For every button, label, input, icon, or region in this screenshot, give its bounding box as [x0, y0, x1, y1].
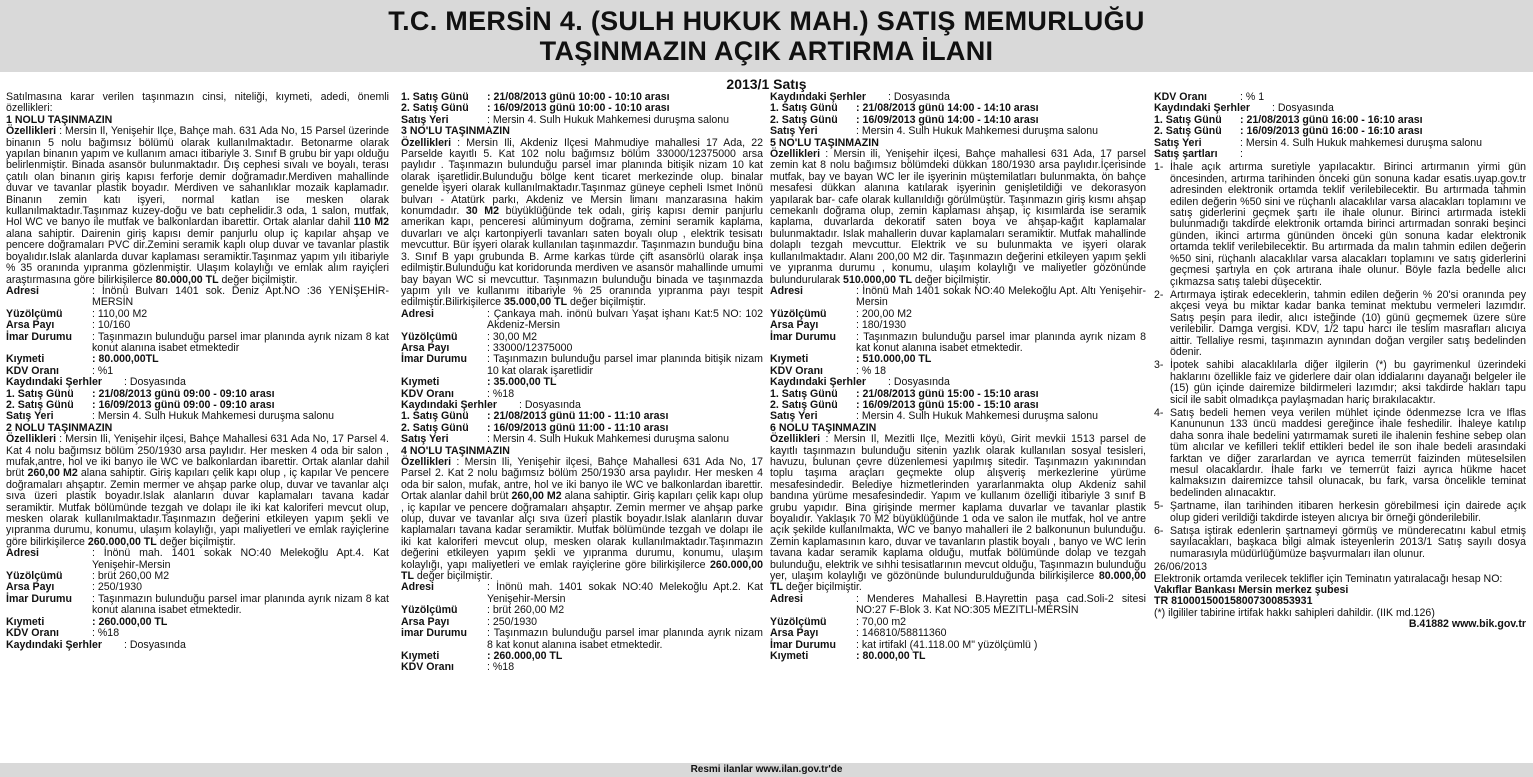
label: Satış Yeri [1154, 136, 1202, 149]
text: alana sahiptir. Giriş kapıları çelik kapı olup , iç kapılar ve pencere doğramaları ahşaptır. Zemin mermer ve ahşap parke olup, duvar ve tavanlar alçı sıva üzeri plastik boyadır.Islak alanların duvar kaplamaları tavana kadar seramiktir. Mutfak bölümünde tezgah ve dolapı ile iki kat kaloriferi mevcut olup, mesken olarak kullanılmaktadır.Taşınmazın değerini etkileyen yapım şekli ve yıpranma durumu, konumu, ulaşım kolaylığı, yapı maliyetleri ve emlak rayiçlerine göre bilirkişilerce [401, 490, 763, 571]
label: Satış Yeri [401, 433, 449, 446]
value: : 180/1930 [856, 319, 907, 332]
column-4 [1154, 92, 1526, 631]
value: : Taşınmazın bulunduğu parsel imar planında ayrık nizam 8 kat konut alanına isabet etmektedir. [856, 330, 1146, 354]
value: : Taşınmazın bulunduğu parsel imar planında bitişik nizam 10 kat olarak işaretlidir [487, 353, 763, 377]
value: : Dosyasında [1272, 102, 1334, 115]
value: : Dosyasında [519, 398, 581, 411]
text: : Mersin Ili, Akdeniz Ilçesi Mahmudiye mahallesi 17 Ada, 22 Parselde kayıtlı 5. Kat 102 nolu bağımsız bölüm 33000/12375000 arsa paylıdır . Taşınmazın bulunduğu parsel imar planında bitişik nizam 10 kat olarak işaretlidir.Bulunduğu bölge kent ticaret merkezinde olup. binalar genelde işyeri olarak kullanılmaktadır.Taşınmaz güneye cepheli Ismet Inönü bulvarı - Atatürk parkı, Akdeniz ve Mersin limanı manzarasına hakim konumdadır. [401, 136, 763, 218]
value: : 35.000,00 TL [487, 376, 557, 389]
sale-terms-heading [1154, 149, 1526, 160]
column-1 [6, 92, 389, 651]
label: Kaydındaki Şerhler [6, 638, 102, 651]
label: Yüzölçümü [6, 570, 63, 583]
value: : 33000/12375000 [487, 341, 573, 354]
label: Satış şartları [1154, 148, 1218, 161]
label: KDV Oranı [1154, 92, 1207, 103]
property-2-address [6, 548, 389, 571]
value: : %18 [487, 661, 515, 674]
value: : 80.000,00TL [92, 353, 159, 366]
property-2-title: 2 NOLU TAŞINMAZIN [6, 421, 113, 434]
property-5-notes [770, 377, 1146, 388]
value: : 16/09/2013 günü 15:00 - 15:10 arası [856, 398, 1039, 411]
value: : kat irtifakl (41.118.00 M" yüzölçümlü ) [856, 638, 1038, 651]
label: Kaydındaki Şerhler [6, 376, 102, 389]
property-3-area [401, 332, 763, 343]
label: 1. Satış Günü [770, 102, 838, 115]
intro-text: Satılmasına karar verilen taşınmazın cinsi, niteliği, kıymeti, adedi, önemli özellikleri: [6, 92, 389, 115]
label: Yüzölçümü [401, 330, 458, 343]
text: değer biçilmiştir. [570, 296, 646, 309]
item-text: Şartname, ilan tarihinden itibaren herkesin görebilmesi için dairede açık olup gideri verildiği takdirde isteyen alıcıya bir örneği gönderilebilir. [1170, 500, 1526, 524]
label: Kaydındaki Şerhler [770, 376, 866, 389]
property-1-notes [6, 377, 389, 388]
sale-terms-list [1154, 162, 1526, 560]
property-3-zoning [401, 354, 763, 377]
value: : 16/09/2013 günü 14:00 - 14:10 arası [856, 113, 1039, 126]
sale-term-item [1154, 501, 1526, 524]
value: : % 1 [1240, 92, 1265, 103]
label: Kıymeti [401, 649, 440, 662]
value: : Dosyasında [124, 638, 186, 651]
label: imar Durumu [401, 627, 467, 640]
value: : %18 [487, 387, 515, 400]
property-4-value [401, 651, 763, 662]
text: : Mersin Ili, Yenişehir ilçesi, Bahçe Mahallesi 631 Ada No, 17 Parsel 4. Kat 4 nolu bağımsız bölüm 250/1930 arsa paylıdır. Her mesken 4 oda bir salon , mufak,antre, hol ve iki banyo ile WC ve balkonlardan ibarettir. Ortak alanlar dahil brüt [6, 433, 389, 480]
value: : %18 [92, 627, 120, 640]
property-4-title: 4 NO'LU TAŞINMAZIN [401, 444, 510, 457]
value: : 16/09/2013 günü 10:00 - 10:10 arası [487, 102, 670, 115]
text: : Mersin Il, Yenişehir Ilçe, Bahçe mah. 631 Ada No, 15 Parsel üzerinde binanın 5 nolu bağımsız bölümü olarak kullanılmaktadır. Betonarme olarak yapılan binanın yapım ve kullanım amacı itibariyle 3. Sınıf B grubu bir yapı olduğu belirlenmiştir. Binada asansör bulunmaktadır. Dış cephesi sıvalı ve boyalı, terası çatılı olan binanın giriş kapısı ferforje demir doğramadır.Merdiven mahallinde duvar ve tavanlar plastik boyadır. Merdiven ve sahanlıklar mozaik kaplamadır. Binanın zemin katı işyeri, normal katlan ise mesken olarak kullanılmaktadır.Taşınmaz kuzey-doğu ve batı cephelidir.3 oda, 1 salon, mutfak, Hol WC ve banyo ile mutfak ve balkonlardan ibarettir. Ortak alanlar dahil [6, 125, 389, 229]
property-1-title: 1 NOLU TAŞINMAZIN [6, 113, 113, 126]
value: : 510.000,00 TL [856, 353, 932, 366]
label: Yüzölçümü [770, 307, 827, 320]
sale-term-item [1154, 526, 1526, 560]
value: : 16/09/2013 günü 09:00 - 09:10 arası [92, 398, 275, 411]
property-2-features [6, 434, 389, 548]
property-5-address [770, 286, 1146, 309]
property-4-address [401, 582, 763, 605]
label: Arsa Payı [770, 627, 819, 640]
label: Yüzölçümü [401, 604, 458, 617]
label: Adresi [6, 547, 39, 560]
value: : 250/1930 [487, 615, 538, 628]
property-3-title: 3 NO'LU TAŞINMAZIN [401, 125, 510, 138]
property-5-zoning [770, 332, 1146, 355]
area: 260,00 M2 [27, 467, 78, 480]
item-number: 2- [1154, 288, 1164, 301]
value: 80.000,00 TL [770, 570, 1146, 594]
value: : Taşınmazın bulunduğu parsel imar planında ayrık nizam 8 kat konut alanına isabet etmektedir. [487, 627, 763, 651]
footer-text: Resmi ilanlar www.ilan.gov.tr'de [690, 764, 843, 775]
item-number: 6- [1154, 525, 1164, 538]
label: Özellikleri [401, 136, 452, 149]
value: : Mersin 4. Sulh Hukuk Mahkemesi duruşma salonu [92, 410, 334, 423]
bank-name: Vakıflar Bankası Mersin merkez şubesi [1154, 584, 1349, 597]
label: Arsa Payı [6, 581, 55, 594]
value: : 80.000,00 TL [856, 649, 926, 662]
label: İmar Durumu [770, 330, 836, 343]
property-4-zoning [401, 628, 763, 651]
value: : 21/08/2013 günü 09:00 - 09:10 arası [92, 387, 275, 400]
property-4-features [401, 457, 763, 582]
value: : 21/08/2013 günü 10:00 - 10:10 arası [487, 92, 670, 103]
value: : Dosyasında [124, 376, 186, 389]
label: 2. Satış Günü [1154, 125, 1222, 138]
text: : Mersin ili, Yenişehir ilçesi, Bahçe mahallesi 631 Ada, 17 parsel zemin kat 8 nolu bağımsız bölümdeki dükkan 180/1930 arsa paylıdır.İçerisinde mutfak, bay ve bayan WC ler ile işyerinin müştemilatları bulunmakta, ön bahçe mesafesi dükkan alanına katılarak işyerinin genişletildiği ve dekorasyon yapılarak bar- cafe olarak kullanıldığı görülmüştür. Taşınmazın giriş kısmı ahşap cemekanlı doğrama olup, zemin kaplaması ahşap, iç kısımlarda ise seramik kaplama, duvarlarda dekoratif saten boya ve ahşap-kağıt kaplamalar bulunmaktadır. Islak mahallerin duvar kaplamaları seramiktir. Mutfak mahallinde dolaplı tezgah mevcuttur. Elektrik ve su bulunmakta ve işyeri olarak kullanılmaktadır. Alanı 200,00 M2 dir. Taşınmazın değerini etkileyen yapım şekli ve yıpranma durumu , konumu, ulaşım kolaylığı ve maliyetler gözönünde bulundurularak [770, 148, 1146, 286]
property-5-area [770, 309, 1146, 320]
value: : Menderes Mahallesi B.Hayrettin paşa cad.Soli-2 sitesi NO:27 F-Blok 3. Kat NO:305 MEZITLI-MERSİN [856, 592, 1146, 617]
label: Kıymeti [6, 353, 45, 366]
label: Yüzölçümü [770, 615, 827, 628]
label: İmar Durumu [6, 330, 72, 343]
label: 2. Satış Günü [770, 113, 838, 126]
label: 2. Satış Günü [770, 398, 838, 411]
label: 2. Satış Günü [401, 102, 469, 115]
item-number: 3- [1154, 359, 1164, 372]
label: Kaydındaki Şerhler [1154, 102, 1250, 115]
announcement-date: 26/06/2013 [1154, 561, 1208, 574]
item-number: 5- [1154, 500, 1164, 513]
label: KDV Oranı [6, 627, 59, 640]
sale-number: 2013/1 Satış [726, 76, 807, 92]
label: Satış Yeri [401, 113, 449, 126]
label: KDV Oranı [770, 364, 823, 377]
label: 2. Satış Günü [401, 421, 469, 434]
label: Kaydındaki Şerhler [770, 92, 866, 103]
item-text: İhale açık artırma suretiyle yapılacaktır. Birinci artırmanın yirmi gün öncesinden, artırma tarihinden önceki gün sonuna kadar esatis.uyap.gov.tr adresinden elektronik ortamda teklif verilebilecektir. Bu artırmada tahmin edilen değerin %50 sini ve rüçhanlı alacaklılar varsa alacakları toplamını ve satış giderlerini geçmek şartı ile ihale olunur. Birinci artırmada istekli bulunmadığı takdirde elektronik ortamda birinci artırmadan sonraki beşinci günden, ikinci artırma gününden önceki gün sonuna kadar elektronik ortamda teklif verilebilecektir. Bu artırmada da malın tahmin edilen değerin %50 sini, rüçhanlı alacaklılar varsa alacakları toplamını ve satış giderlerini geçmesi şartıyla en çok artırana ihale olunur. Böyle fazla bedelle alıcı çıkmazsa satış talebi düşecektir. [1170, 161, 1526, 288]
property-3-sale-place [401, 434, 763, 445]
footer-band [0, 763, 1533, 777]
label: KDV Oranı [401, 387, 454, 400]
value: : brüt 260,00 M2 [487, 604, 565, 617]
property-2-zoning [6, 594, 389, 617]
value: : % 18 [856, 364, 887, 377]
value: : 260.000,00 TL [92, 615, 168, 628]
text: büyüklüğünde tek odalı, giriş kapısı demir panjurlu amerikan kapı, penceresi alüminyum doğrama, zemini seramik kaplama, duvarları ve alçı kartonpiyerli tavanları saten boyalı olup , elektrik tesisatı mevcuttur. Bür işyeri olarak kullanılan taşınmazdır. Taşınmazın bunduğu bina 3. Sınıf B yapı grubunda B. Arme karkas türde çift asansörlü olarak inşa edilmiştir.Bulunduğu kat koridorunda merdiven ve asansör mahallinde umumi bay bayan WC si mevcuttur. Taşınmazın bulunduğu binada ve taşınmazda yapım yılı ve kullanımı itibariyle % 25 oranında yıpranma payı tespit edilmiştir.Bilirkişilerce [401, 205, 763, 309]
property-5-features [770, 149, 1146, 286]
label: Satış Yeri [770, 410, 818, 423]
value: 35.000,00 TL [504, 296, 568, 309]
label: Kıymeti [770, 353, 809, 366]
label: İmar Durumu [6, 592, 72, 605]
value: : Dosyasında [888, 376, 950, 389]
value: : Dosyasında [888, 92, 950, 103]
label: KDV Oranı [401, 661, 454, 674]
text: değer biçilmiştir. [416, 570, 493, 583]
value: : 16/09/2013 günü 11:00 - 11:10 arası [487, 421, 669, 434]
property-1-address [6, 286, 389, 309]
value: : 30,00 M2 [487, 330, 538, 343]
value: : Taşınmazın bulunduğu parsel imar planında ayrık nizam 8 kat konut alanına isabet etmektedir [92, 330, 389, 354]
value: : 200,00 M2 [856, 307, 912, 320]
label: KDV Oranı [6, 364, 59, 377]
value: : 146810/58811360 [856, 627, 947, 640]
value: : İnönü mah. 1401 sokak NO:40 Melekoğlu Apt.4. Kat Yenişehir-Mersin [92, 547, 389, 571]
label: Kıymeti [770, 649, 809, 662]
value: : 21/08/2013 günü 14:00 - 14:10 arası [856, 102, 1039, 115]
value: : 110,00 M2 [92, 307, 148, 320]
label: Özellikleri [770, 433, 821, 446]
label: Özellikleri [770, 148, 821, 161]
value: 260.000,00 TL [401, 558, 763, 583]
label: Özellikleri [6, 433, 57, 446]
label: 1. Satış Günü [401, 92, 469, 103]
property-1-area [6, 309, 389, 320]
label: Adresi [770, 284, 803, 297]
property-2-value [6, 617, 389, 628]
item-text: Artırmaya iştirak edeceklerin, tahmin edilen değerin % 20'si oranında pey akçesi veya bu miktar kadar banka teminat mektubu vermeleri lazımdır. Satış peşin para iledir, alıcı isteğinde (10) günü geçmemek üzere süre verilebilir. Damga vergisi. KDV, 1/2 tapu harcı ile teslim masrafları alıcıya aittir. Tellaliye resmi, taşınmazın aynından doğan vergiler satış bedelinden ödenir. [1170, 288, 1526, 358]
reference-code: B.41882 www.bik.gov.tr [1408, 618, 1526, 631]
property-4-vat [401, 662, 763, 673]
property-6-sale-day-2 [1154, 126, 1526, 137]
label: 1. Satış Günü [1154, 113, 1222, 126]
label: Özellikleri [401, 456, 452, 468]
label: İmar Durumu [770, 638, 836, 651]
value: : Mersin 4. Sulh Hukuk Mahkemesi duruşma salonu [487, 113, 729, 126]
property-6-value [770, 651, 1146, 662]
footnote: (*) ilgililer tabirine irtifak hakkı sahipleri dahildir. (IIK md.126) [1154, 606, 1435, 619]
value: 510.000,00 TL [843, 273, 912, 286]
property-1-zoning [6, 332, 389, 355]
item-text: Satış bedeli hemen veya verilen mühlet içinde ödenmezse Icra ve Iflas Kanununun 133 üncü maddesi gereğince ihale feshedilir. İhaleye katılıp daha sonra ihale bedelini yatırmamak sureti ile ihalenin feshine sebep olan tüm alıcılar ve kefilleri teklif ettikleri bedel ile son ihale bedeli arasındaki farktan ve diğer zararlardan ve ayrıca temerrüt faizinden müteselsilen mesul olacaklardır. İhale farkı ve temerrüt faizi ayrıca hükme hacet kalmaksızın dairemizce tahsil olunacak, bu fark, varsa öncelikle teminat bedelinden alınacaktır. [1170, 406, 1526, 499]
text: alana sahiptir. Giriş kapıları çelik kapı olup , iç kapılar Ve pencere doğramaları ahşaptır. Zemin mermer ve ahşap parke olup, duvar ve tavanlar alçı sıva üzeri plastik boyadır.Islak alanların duvar kaplamaları tavana kadar seramiktir. Mutfak bölümünde tezgah ve dolapı ile iki kat kaloriferi mevcut olup, mesken olarak kullanılmaktadır.Taşınmazın değerini etkileyen yapım şekli ve yıpranma durumu, konumu, ulaşım kolaylığı, yapı maliyetleri ve emlak rayiçlerine göre bilirkişilerce [6, 467, 389, 548]
sale-term-item [1154, 360, 1526, 406]
value: : 21/08/2013 günü 15:00 - 15:10 arası [856, 387, 1039, 400]
value: : 70,00 m2 [856, 615, 907, 628]
label: Kıymeti [6, 615, 45, 628]
value: : Mersin 4. Sulh Hukuk mahkemesi duruşma salonu [1240, 136, 1482, 149]
label: Yüzölçümü [6, 307, 63, 320]
text: alana sahiptir. Dairenin giriş kapısı demir panjurlu olup iç kapılar ahşap ve pencere doğramaları PVC dir.Zemini seramik kaplı olup duvar ve tavanlar plastik boyalıdır.Islak alanlarda duvar kaplaması seramiktir.Taşınmaz yapım yılı itibariyle % 35 oranında yıpranma gözlenmiştir. Ulaşım kolaylığı ve emlak alım rayiçleri araştırmasına göre bilirkişilerce [6, 227, 389, 286]
value: : Mersin 4. Sulh Hukuk Mahkemesi duruşma salonu [487, 433, 729, 446]
text: değer biçilmiştir. [914, 273, 991, 286]
value: : 10/160 [92, 319, 131, 332]
property-6-area [770, 617, 1146, 628]
label: Kaydındaki Şerhler [401, 398, 497, 411]
label: Adresi [6, 284, 39, 297]
property-6-share [770, 628, 1146, 639]
text: değer biçilmiştir. [785, 581, 862, 594]
electronic-bid-note: Elektronik ortamda verilecek teklifler için Teminatın yatıralacağı hesap NO: [1154, 572, 1503, 585]
sale-term-item [1154, 408, 1526, 499]
text: değer biçilmiştir. [221, 273, 298, 286]
value: : [1240, 148, 1243, 161]
value: : İnönü mah. 1401 sokak NO:40 Melekoğlu Apt.2. Kat Yenişehir-Mersin [487, 581, 763, 605]
value: : Taşınmazın bulunduğu parsel imar planında ayrık nizam 8 kat konut alanına isabet etmektedir. [92, 592, 389, 617]
label: Özellikleri [6, 125, 57, 138]
property-2-notes [6, 640, 389, 651]
label: Satış Yeri [6, 410, 54, 423]
iban: TR 810001500158007300853931 [1154, 595, 1313, 608]
label: Adresi [770, 592, 803, 605]
header-band [0, 0, 1533, 72]
property-2-area [6, 571, 389, 582]
value: : %1 [92, 364, 114, 377]
label: Kıymeti [401, 376, 440, 389]
property-4-sale-place [770, 126, 1146, 137]
sale-term-item [1154, 162, 1526, 287]
area: 260,00 M2 [511, 490, 562, 503]
text: : Mersin Ili, Yenişehir ilçesi, Bahçe Mahallesi 631 Ada No, 17 Parsel 2. Kat 2 nolu bağımsız bölüm 250/1930 arsa paylıdır. Her mesken 4 oda bir salon, mufak, antre, hol ve iki banyo ile WC ve balkonlardan ibarettir. Ortak alanlar dahil brüt [401, 456, 763, 503]
value: : 260.000,00 TL [487, 649, 563, 662]
value: : Mersin 4. Sulh Hukuk Mahkemesi duruşma salonu [856, 125, 1098, 138]
label: Arsa Payı [770, 319, 819, 332]
property-1-features [6, 126, 389, 286]
value: : İnönü Bulvarı 1401 sok. Deniz Apt.NO :36 YENİŞEHİR-MERSİN [92, 284, 389, 309]
column-2 [401, 92, 763, 674]
property-6-zoning [770, 640, 1146, 651]
value: : 250/1930 [92, 581, 143, 594]
property-6-address [770, 594, 1146, 617]
property-1-share [6, 320, 389, 331]
property-6-title: 6 NOLU TAŞINMAZIN [770, 421, 877, 434]
property-5-share [770, 320, 1146, 331]
value: : Çankaya mah. inönü bulvarı Yaşat işhanı Kat:5 NO: 102 Akdeniz-Mersin [487, 307, 763, 332]
property-6-features [770, 434, 1146, 594]
text: değer biçilmiştir. [159, 535, 236, 548]
area: 110 M2 [353, 216, 389, 229]
text: : Mersin Il, Mezitli Ilçe, Mezitli köyü, Girit mevkii 1513 parsel de kayıtlı taşınmazın bulunduğu sitenin yazlık olarak kullanılan sosyal tesisleri, havuzu, bulunan çevre düzenlemesi yapılmış sitedir. Taşınmazın yakınından toplu taşıma araçları geçmekte olup alışveriş merkezlerine yürüme mesafesindedir. Belediye hizmetlerinden yararlanmakta olup Akdeniz sahil bandına yürüme mesafesindedir. Yapım ve kullanım özelliği itibariyle 3 sınıf B grubu yapıdır. Bina girişinde mermer kaplama duvarlar ve tavanlar plastik boyalıdır. Yaklaşık 70 M2 büyüklüğünde 1 oda ve salon ile mutfak, hol ve antre açık şekilde kullanılmakta, WC ve banyo mahalleri ile 2 balkonunun bulunduğu. Zemin kaplamasının karo, duvar ve tavanların plastik boyalı , banyo ve WC lerin tavana kadar seramik kaplama olduğu, mutfak bölümünde dolap ve tezgah bulunduğu, elektrik ve sıhhi tesisatlarının mevcut olduğu, Taşınmazın bulunduğu yer, ulaşım kolaylığı ve gözönünde bulundurulduğunda bilirkişilerce [770, 433, 1146, 583]
property-1-value [6, 354, 389, 365]
label: 1. Satış Günü [770, 387, 838, 400]
value: : İnönü Mah 1401 sokak NO:40 Melekoğlu Apt. Altı Yenişehir-Mersin [856, 284, 1146, 309]
label: 2. Satış Günü [6, 398, 74, 411]
value: : Mersin 4. Sulh Hukuk Mahkemesi duruşma salonu [856, 410, 1098, 423]
property-5-value [770, 354, 1146, 365]
value: : 16/09/2013 günü 16:00 - 16:10 arası [1240, 125, 1423, 138]
label: İmar Durumu [401, 353, 467, 366]
item-number: 1- [1154, 161, 1164, 174]
title-line-1: T.C. MERSİN 4. (SULH HUKUK MAH.) SATIŞ MEMURLUĞU [388, 6, 1145, 36]
label: Adresi [401, 307, 434, 320]
value: : 21/08/2013 günü 16:00 - 16:10 arası [1240, 113, 1423, 126]
property-3-features [401, 138, 763, 309]
item-text: İpotek sahibi alacaklılarla diğer ilgilerin (*) bu gayrimenkul üzerindeki haklarını özellikle faiz ve giderlere dair olan iddialarını dayanağı belgeler ile (15) gün içinde dairemize bildirmeleri lazımdır; aksi takdirde hakları tapu sicil ile sabit olmadıkça paylaşmadan hariç bırakılacaktır. [1170, 359, 1526, 406]
property-5-title: 5 NO'LU TAŞINMAZIN [770, 136, 879, 149]
value: 260.000,00 TL [87, 535, 157, 548]
label: Adresi [401, 581, 434, 594]
label: 1. Satış Günü [6, 387, 74, 400]
item-text: Satışa iştirak edenlerin şartnameyi görmüş ve münderecatını kabul etmiş sayılacakları, başkaca bilgi almak isteyenlerin 2013/1 Satış sayılı dosya numarasıyla müdürlüğümüze başvurmaları ilan olunur. [1170, 525, 1526, 560]
label: Arsa Payı [401, 341, 450, 354]
property-2-vat [6, 628, 389, 639]
label: Arsa Payı [401, 615, 450, 628]
property-4-area [401, 605, 763, 616]
column-3 [770, 92, 1146, 662]
property-3-address [401, 309, 763, 332]
value: 80.000,00 TL [155, 273, 219, 286]
label: Arsa Payı [6, 319, 55, 332]
label: Satış Yeri [770, 125, 818, 138]
sale-term-item [1154, 290, 1526, 358]
property-3-value [401, 377, 763, 388]
value: : brüt 260,00 M2 [92, 570, 170, 583]
title-line-2: TAŞINMAZIN AÇIK ARTIRMA İLANI [539, 36, 994, 66]
area: 30 M2 [465, 205, 499, 218]
item-number: 4- [1154, 406, 1164, 419]
value: : 21/08/2013 günü 11:00 - 11:10 arası [487, 410, 669, 423]
label: 1. Satış Günü [401, 410, 469, 423]
